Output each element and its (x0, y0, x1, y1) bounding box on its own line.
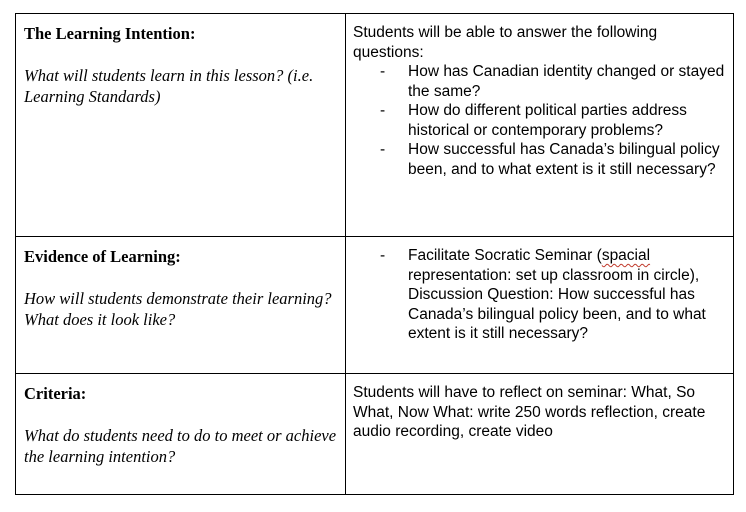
evidence-content-cell (346, 237, 734, 374)
list-item (353, 62, 727, 101)
evidence-list (353, 246, 727, 344)
evidence-text-start: Facilitate Socratic Seminar ( (408, 247, 602, 264)
evidence-heading: Evidence of Learning: (24, 247, 181, 266)
lesson-plan-table (15, 13, 734, 495)
criteria-label-cell (16, 374, 346, 495)
dash-bullet: - (380, 141, 386, 158)
list-item-text: How successful has Canada’s bilingual policy been, and to what extent is it still necessary? (408, 141, 720, 178)
evidence-text-end: representation: set up classroom in circle), Discussion Question: How successful has Canada’s bilingual policy been, and to what extent is it still necessary? (408, 266, 706, 342)
evidence-of-learning-row (16, 237, 734, 374)
learning-intention-row (16, 14, 734, 237)
learning-intention-question: What will students learn in this lesson? (i.e. Learning Standards) (24, 66, 314, 106)
criteria-heading: Criteria: (24, 384, 87, 403)
learning-intention-intro: Students will be able to answer the following questions: (353, 24, 658, 61)
learning-intention-content-cell (346, 14, 734, 237)
list-item-text: How do different political parties address historical or contemporary problems? (408, 102, 687, 139)
list-item (353, 101, 727, 140)
dash-bullet: - (380, 102, 386, 119)
list-item-text: How has Canadian identity changed or stayed the same? (408, 63, 725, 100)
learning-intention-question-list (353, 62, 727, 179)
evidence-question: How will students demonstrate their learning? What does it look like? (24, 289, 332, 329)
criteria-content-cell (346, 374, 734, 495)
list-item (353, 140, 727, 179)
learning-intention-heading: The Learning Intention: (24, 24, 196, 43)
dash-bullet: - (380, 63, 386, 80)
evidence-label-cell (16, 237, 346, 374)
learning-intention-label-cell (16, 14, 346, 237)
dash-bullet: - (380, 247, 386, 264)
criteria-question: What do students need to do to meet or achieve the learning intention? (24, 426, 337, 466)
list-item (353, 246, 727, 344)
spelling-flagged-word: spacial (601, 247, 651, 264)
criteria-text: Students will have to reflect on seminar: What, So What, Now What: write 250 words reflection, create audio recording, create video (353, 384, 706, 440)
criteria-row (16, 374, 734, 495)
